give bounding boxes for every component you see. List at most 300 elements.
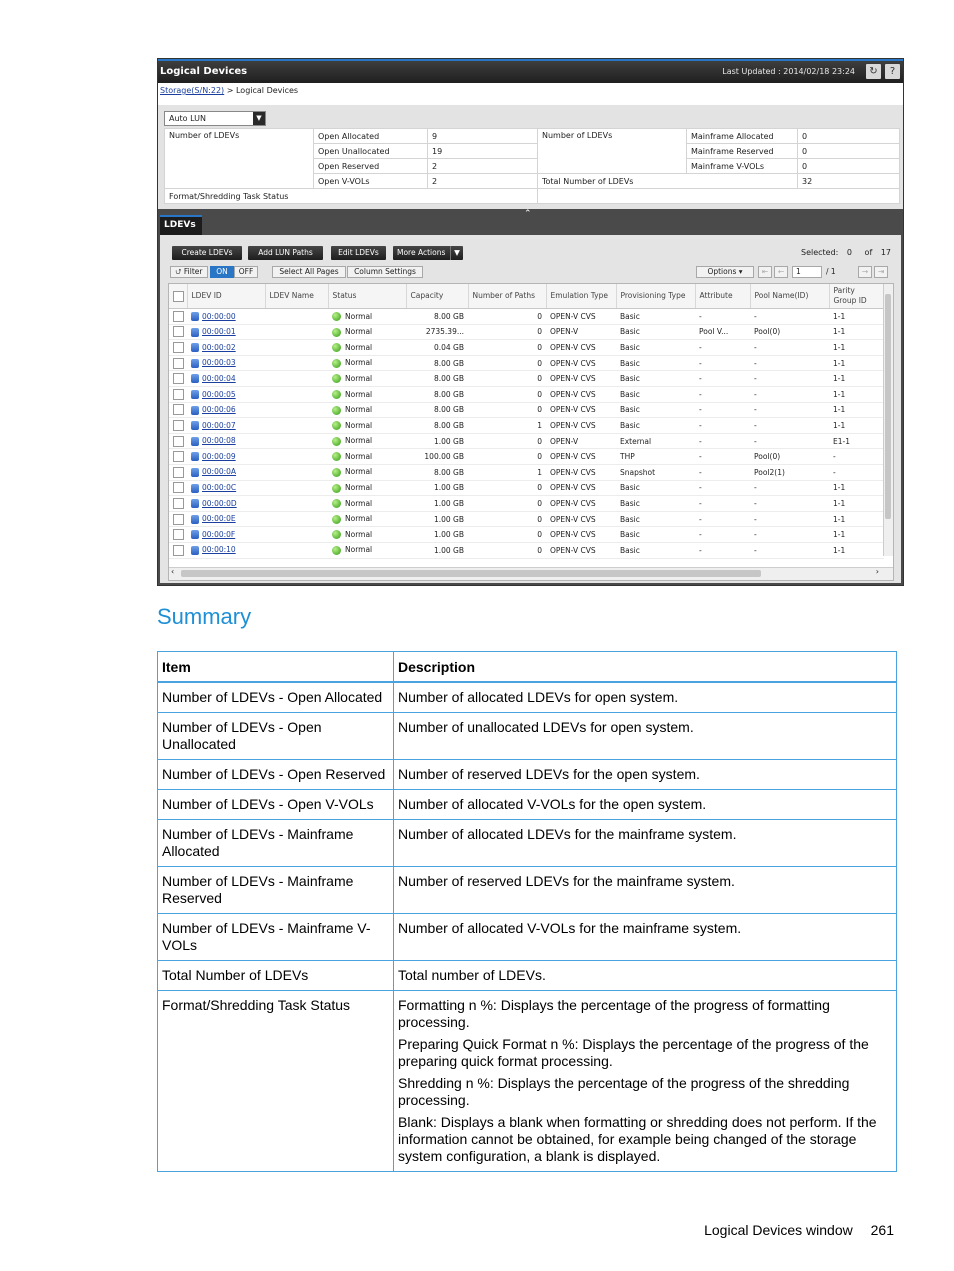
prev-page-icon[interactable]: ← [774,266,788,278]
label-number-of-ldevs-mf: Number of LDEVs [538,129,687,174]
cell-status [328,371,406,387]
cell-paths: 0 [468,340,546,356]
row-checkbox[interactable] [169,496,187,512]
cell-pool: - [750,542,829,558]
description-cell [394,961,897,991]
cell-id[interactable] [187,324,265,340]
summary-table [157,651,897,1172]
status-ok-icon [332,499,341,508]
table-row [158,820,897,867]
row-checkbox[interactable] [169,386,187,402]
value-mf-vvols: 0 [798,159,900,174]
cell-attribute: - [695,386,750,402]
cell-paths: 0 [468,449,546,465]
filter-on-toggle[interactable]: ON [210,266,234,278]
ldev-id-link[interactable]: 00:00:0A [202,467,237,477]
col-header[interactable]: Parity Group ID [829,284,884,309]
table-row[interactable] [169,355,884,371]
cell-provisioning: External [616,433,695,449]
more-actions-label: More Actions [397,248,446,257]
cell-id[interactable] [187,371,265,387]
ldev-icon [191,312,199,321]
ldevs-panel [160,235,901,583]
ldev-id-link[interactable]: 00:00:0C [202,483,237,493]
cell-parity: 1-1 [829,340,884,356]
cell-provisioning: Basic [616,402,695,418]
cell-attribute: - [695,340,750,356]
status-text: Normal [345,451,373,461]
cell-emulation: OPEN-V CVS [546,418,616,434]
total-value: 17 [880,248,891,257]
label-open-unallocated: Open Unallocated [314,144,428,159]
ldev-id-link[interactable]: 00:00:10 [202,545,236,555]
cell-attribute: - [695,496,750,512]
ldev-id-link[interactable]: 00:00:00 [202,311,236,321]
cell-id[interactable] [187,433,265,449]
cell-status [328,542,406,558]
cell-capacity: 8.00 GB [406,464,468,480]
table-row[interactable] [169,371,884,387]
ldev-table [169,284,885,559]
cell-name [265,480,328,496]
breadcrumb-storage-link[interactable]: Storage(S/N:22) [160,86,225,95]
cell-pool: - [750,496,829,512]
table-row[interactable] [169,480,884,496]
status-text: Normal [345,327,373,337]
ldev-icon [191,374,199,383]
logical-devices-screenshot [157,58,904,586]
cell-pool: - [750,309,829,325]
grid-toolbar [168,266,895,278]
table-row [158,713,897,760]
status-text: Normal [345,545,373,555]
collapse-up-icon[interactable]: ⌃ [524,209,532,219]
table-row [158,790,897,820]
selected-label: Selected: [800,248,839,257]
cell-parity: - [829,464,884,480]
auto-lun-label: Auto LUN [169,114,207,123]
description-paragraph: Number of allocated LDEVs for open system. [398,689,679,705]
cell-emulation: OPEN-V CVS [546,480,616,496]
cell-attribute: - [695,402,750,418]
filter-off-toggle[interactable]: OFF [234,266,258,278]
label-format-status: Format/Shredding Task Status [165,189,538,204]
section-heading: Summary [157,604,252,629]
cell-provisioning: THP [616,449,695,465]
table-row[interactable] [169,309,884,325]
table-row[interactable] [169,449,884,465]
col-header[interactable]: LDEV Name [265,284,328,309]
ldev-id-link[interactable]: 00:00:01 [202,327,236,337]
page-number: 261 [870,1222,894,1238]
value-open-vvols: 2 [428,174,538,189]
table-row[interactable] [169,511,884,527]
cell-parity: 1-1 [829,542,884,558]
page-footer [704,1222,894,1238]
description-paragraph: Total number of LDEVs. [398,967,546,983]
cell-id[interactable] [187,480,265,496]
description-cell [394,914,897,961]
ldev-id-link[interactable]: 00:00:06 [202,405,236,415]
cell-name [265,542,328,558]
label-open-reserved: Open Reserved [314,159,428,174]
cell-attribute: - [695,309,750,325]
ldev-id-link[interactable]: 00:00:0E [202,514,236,524]
chevron-down-icon: ▼ [450,246,463,260]
table-row [158,991,897,1172]
status-ok-icon [332,343,341,352]
cell-parity: 1-1 [829,324,884,340]
row-checkbox[interactable] [169,371,187,387]
cell-capacity: 0.04 GB [406,340,468,356]
status-ok-icon [332,374,341,383]
cell-emulation: OPEN-V CVS [546,371,616,387]
refresh-icon[interactable]: ↻ [866,64,881,79]
horizontal-scrollbar[interactable] [169,567,893,580]
cell-name [265,464,328,480]
cell-id[interactable] [187,355,265,371]
page-input[interactable]: 1 [792,266,822,278]
description-cell [394,682,897,713]
ldev-icon [191,515,199,524]
cell-id[interactable] [187,340,265,356]
cell-provisioning: Basic [616,496,695,512]
cell-provisioning: Basic [616,355,695,371]
col-header[interactable]: Capacity [406,284,468,309]
first-page-icon[interactable]: ⇤ [758,266,772,278]
cell-name [265,371,328,387]
description-paragraph: Formatting n %: Displays the percentage of the progress of formatting processing. [398,997,830,1030]
cell-provisioning: Basic [616,542,695,558]
row-checkbox[interactable] [169,309,187,325]
cell-capacity: 1.00 GB [406,433,468,449]
table-row[interactable] [169,496,884,512]
footer-section-title: Logical Devices window [704,1222,853,1238]
item-cell: Number of LDEVs - Open Reserved [158,760,394,790]
cell-attribute: - [695,433,750,449]
ldev-icon [191,468,199,477]
ldev-id-link[interactable]: 00:00:04 [202,373,236,383]
cell-capacity: 1.00 GB [406,527,468,543]
item-cell: Number of LDEVs - Mainframe Reserved [158,867,394,914]
cell-id[interactable] [187,309,265,325]
label-number-of-ldevs: Number of LDEVs [165,129,314,189]
cell-capacity: 1.00 GB [406,480,468,496]
cell-id[interactable] [187,542,265,558]
ldev-icon [191,499,199,508]
status-ok-icon [332,390,341,399]
cell-pool: Pool(0) [750,449,829,465]
table-row[interactable] [169,433,884,449]
row-checkbox[interactable] [169,542,187,558]
cell-pool: - [750,433,829,449]
cell-provisioning: Basic [616,527,695,543]
scroll-left-icon[interactable]: ‹ [171,567,175,576]
table-row [158,682,897,713]
cell-status [328,527,406,543]
status-ok-icon [332,437,341,446]
ldev-table-body [169,309,884,559]
row-checkbox[interactable] [169,418,187,434]
options-label: Options [707,267,737,276]
label-mf-allocated: Mainframe Allocated [687,129,798,144]
breadcrumb-current: Logical Devices [235,86,299,95]
row-checkbox[interactable] [169,464,187,480]
description-paragraph: Number of reserved LDEVs for the open system. [398,766,700,782]
cell-parity: E1-1 [829,433,884,449]
ldev-icon [191,437,199,446]
cell-emulation: OPEN-V CVS [546,542,616,558]
last-updated: Last Updated : 2014/02/18 23:24 [722,67,855,76]
cell-status [328,496,406,512]
cell-capacity: 8.00 GB [406,386,468,402]
cell-name [265,449,328,465]
cell-name [265,496,328,512]
cell-emulation: OPEN-V CVS [546,340,616,356]
row-checkbox[interactable] [169,340,187,356]
status-ok-icon [332,328,341,337]
next-page-icon[interactable]: → [858,266,872,278]
filter-label: Filter [183,267,203,276]
table-row[interactable] [169,340,884,356]
cell-emulation: OPEN-V CVS [546,309,616,325]
cell-attribute: - [695,449,750,465]
cell-emulation: OPEN-V [546,433,616,449]
add-lun-paths-button[interactable]: Add LUN Paths [248,246,323,260]
description-cell [394,760,897,790]
cell-paths: 0 [468,355,546,371]
cell-capacity: 1.00 GB [406,496,468,512]
cell-id[interactable] [187,418,265,434]
ldev-icon [191,484,199,493]
cell-name [265,309,328,325]
col-header[interactable]: Emulation Type [546,284,616,309]
cell-id[interactable] [187,511,265,527]
select-all-checkbox[interactable] [169,284,187,309]
ldev-icon [191,359,199,368]
status-text: Normal [345,311,373,321]
value-open-reserved: 2 [428,159,538,174]
cell-attribute: - [695,464,750,480]
cell-parity: 1-1 [829,355,884,371]
header-description: Description [394,652,897,683]
status-ok-icon [332,546,341,555]
more-actions-button[interactable] [393,246,463,260]
item-cell: Format/Shredding Task Status [158,991,394,1172]
cell-provisioning: Basic [616,511,695,527]
cell-paths: 0 [468,371,546,387]
row-checkbox[interactable] [169,324,187,340]
options-button[interactable] [696,266,754,278]
table-row[interactable] [169,464,884,480]
cell-emulation: OPEN-V [546,324,616,340]
cell-status [328,309,406,325]
cell-paths: 0 [468,324,546,340]
description-paragraph: Preparing Quick Format n %: Displays the percentage of the progress of the preparing quick format processing. [398,1036,869,1069]
description-cell [394,820,897,867]
table-row[interactable] [169,324,884,340]
cell-attribute: - [695,511,750,527]
cell-capacity: 8.00 GB [406,371,468,387]
col-header[interactable]: Status [328,284,406,309]
summary-table-body [158,682,897,1172]
col-header[interactable]: LDEV ID [187,284,265,309]
description-paragraph: Number of allocated V-VOLs for the open system. [398,796,707,812]
cell-status [328,340,406,356]
ldev-id-link[interactable]: 00:00:0F [202,529,236,539]
row-checkbox[interactable] [169,402,187,418]
cell-capacity: 1.00 GB [406,542,468,558]
status-ok-icon [332,312,341,321]
create-ldevs-button[interactable]: Create LDEVs [172,246,242,260]
description-paragraph: Shredding n %: Displays the percentage of the progress of the shredding processing. [398,1075,850,1108]
cell-paths: 0 [468,527,546,543]
page-total: / 1 [826,267,836,276]
ldev-id-link[interactable]: 00:00:05 [202,389,236,399]
cell-capacity: 1.00 GB [406,511,468,527]
cell-id[interactable] [187,402,265,418]
ldev-icon [191,546,199,555]
cell-paths: 1 [468,464,546,480]
cell-capacity: 8.00 GB [406,309,468,325]
value-open-unallocated: 19 [428,144,538,159]
status-text: Normal [345,342,373,352]
row-checkbox[interactable] [169,527,187,543]
cell-name [265,355,328,371]
item-cell: Number of LDEVs - Open V-VOLs [158,790,394,820]
cell-emulation: OPEN-V CVS [546,511,616,527]
cell-pool: - [750,511,829,527]
ldev-id-link[interactable]: 00:00:0D [202,498,237,508]
cell-status [328,324,406,340]
table-row[interactable] [169,386,884,402]
ldev-id-link[interactable]: 00:00:09 [202,451,236,461]
auto-lun-dropdown[interactable] [164,111,266,126]
cell-emulation: OPEN-V CVS [546,527,616,543]
cell-status [328,433,406,449]
ldev-id-link[interactable]: 00:00:07 [202,420,236,430]
description-paragraph: Number of allocated LDEVs for the mainframe system. [398,826,737,842]
cell-parity: 1-1 [829,480,884,496]
cell-attribute: - [695,418,750,434]
breadcrumb-separator: > [226,86,234,95]
item-cell: Number of LDEVs - Mainframe Allocated [158,820,394,867]
cell-id[interactable] [187,496,265,512]
status-text: Normal [345,405,373,415]
edit-ldevs-button[interactable]: Edit LDEVs [331,246,386,260]
filter-icon: ⮍ [175,267,182,276]
status-text: Normal [345,420,373,430]
cell-pool: - [750,371,829,387]
cell-id[interactable] [187,386,265,402]
ldev-id-link[interactable]: 00:00:03 [202,358,236,368]
summary-table-header [158,652,897,683]
cell-id[interactable] [187,464,265,480]
cell-name [265,511,328,527]
vertical-scrollbar[interactable] [883,284,893,556]
cell-attribute: - [695,527,750,543]
status-text: Normal [345,436,373,446]
cell-pool: - [750,418,829,434]
table-row [158,760,897,790]
cell-parity: 1-1 [829,371,884,387]
table-row[interactable] [169,542,884,558]
last-page-icon[interactable]: ⇥ [874,266,888,278]
value-open-allocated: 9 [428,129,538,144]
table-row [158,914,897,961]
cell-id[interactable] [187,449,265,465]
cell-name [265,402,328,418]
cell-provisioning: Basic [616,371,695,387]
scroll-right-icon[interactable]: › [875,567,879,576]
ldev-icon [191,452,199,461]
cell-capacity: 8.00 GB [406,355,468,371]
col-header[interactable]: Provisioning Type [616,284,695,309]
ldev-icon [191,406,199,415]
row-checkbox[interactable] [169,433,187,449]
cell-attribute: - [695,371,750,387]
cell-provisioning: Basic [616,309,695,325]
table-row [158,867,897,914]
cell-attribute: - [695,355,750,371]
help-button[interactable]: ? [885,64,900,79]
row-checkbox[interactable] [169,480,187,496]
cell-pool: - [750,402,829,418]
status-ok-icon [332,406,341,415]
cell-status [328,418,406,434]
table-row[interactable] [169,402,884,418]
item-cell: Number of LDEVs - Open Allocated [158,682,394,713]
cell-provisioning: Basic [616,324,695,340]
cell-provisioning: Basic [616,418,695,434]
value-mf-allocated: 0 [798,129,900,144]
table-header-row [169,284,884,309]
cell-parity: 1-1 [829,402,884,418]
item-cell: Number of LDEVs - Mainframe V-VOLs [158,914,394,961]
column-settings-button[interactable]: Column Settings [347,266,423,278]
of-label: of [864,248,873,257]
label-open-vvols: Open V-VOLs [314,174,428,189]
ldev-icon [191,343,199,352]
tab-ldevs[interactable]: LDEVs [160,215,202,235]
filter-button[interactable] [170,266,208,278]
row-checkbox[interactable] [169,449,187,465]
col-header[interactable]: Pool Name(ID) [750,284,829,309]
row-checkbox[interactable] [169,511,187,527]
cell-id[interactable] [187,527,265,543]
cell-status [328,386,406,402]
label-mf-vvols: Mainframe V-VOLs [687,159,798,174]
row-checkbox[interactable] [169,355,187,371]
cell-parity: 1-1 [829,418,884,434]
select-all-pages-button[interactable]: Select All Pages [272,266,346,278]
col-header[interactable]: Number of Paths [468,284,546,309]
status-text: Normal [345,373,373,383]
ldev-id-link[interactable]: 00:00:08 [202,436,236,446]
table-row[interactable] [169,527,884,543]
tab-bar [158,215,903,235]
table-row[interactable] [169,418,884,434]
ldev-icon [191,328,199,337]
cell-emulation: OPEN-V CVS [546,355,616,371]
cell-pool: - [750,386,829,402]
cell-parity: 1-1 [829,527,884,543]
ldev-id-link[interactable]: 00:00:02 [202,342,236,352]
cell-paths: 0 [468,542,546,558]
col-header[interactable]: Attribute [695,284,750,309]
item-cell: Number of LDEVs - Open Unallocated [158,713,394,760]
cell-parity: 1-1 [829,496,884,512]
